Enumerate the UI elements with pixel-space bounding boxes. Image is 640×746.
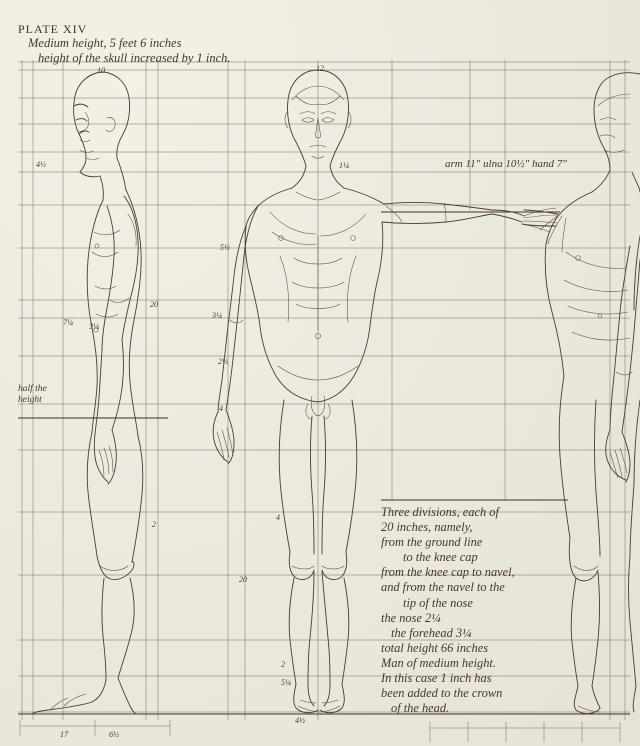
note-line: the forehead 3¼ <box>391 625 472 640</box>
measurement-side-5: 6½ <box>109 730 119 739</box>
note-line: from the knee cap to navel, <box>381 565 515 580</box>
note-line: In this case 1 inch has <box>381 671 492 686</box>
plate-caption <box>28 36 231 66</box>
measurement-side-6: 20 <box>150 300 158 309</box>
measurement-front-9: 5¼ <box>281 678 291 687</box>
measurement-front-8: 2 <box>281 660 285 669</box>
note-line: tip of the nose <box>403 595 473 610</box>
half-height-line-1: half the <box>18 384 47 394</box>
note-line: 20 inches, namely, <box>381 520 473 535</box>
measurement-side-1: 4½ <box>36 160 46 169</box>
note-line: Three divisions, each of <box>381 505 499 519</box>
measurement-side-2: 7¼ <box>63 318 73 327</box>
note-line: and from the navel to the <box>381 580 505 595</box>
figure-profile <box>32 72 143 714</box>
measurement-front-7: 4 <box>276 513 280 522</box>
measurement-front-3: 2½ <box>218 357 228 366</box>
measurement-front-5: 5½ <box>220 243 230 252</box>
measurement-front-4: 4 <box>219 404 223 413</box>
bottom-ruler <box>430 722 620 742</box>
caption-line-2: height of the skull increased by 1 inch. <box>38 51 231 65</box>
measurement-front-2: 3¼ <box>212 311 222 320</box>
note-line: of the head. <box>391 701 450 716</box>
note-line: the nose 2¼ <box>381 610 441 625</box>
proportion-note-block <box>381 505 581 716</box>
bottom-ruler-left <box>20 720 170 736</box>
caption-line-1: Medium height, 5 feet 6 inches <box>28 36 182 50</box>
half-height-note <box>18 384 47 406</box>
measurement-front-10: 4½ <box>295 716 305 725</box>
note-line: from the ground line <box>381 535 483 550</box>
measurement-side-0: 10 <box>97 66 105 75</box>
measurement-front-1: 1¼ <box>339 161 349 170</box>
note-line: total height 66 inches <box>381 640 489 655</box>
half-height-line-2: height <box>18 395 42 405</box>
note-line: to the knee cap <box>403 550 478 565</box>
plate-label: PLATE XIV <box>18 22 88 36</box>
note-line: been added to the crown <box>381 686 503 701</box>
arm-measurement-note: arm 11" ulna 10½" hand 7" <box>445 158 567 170</box>
measurement-side-7: 2 <box>152 520 156 529</box>
measurement-front-6: 20 <box>239 575 247 584</box>
note-line: Man of medium height. <box>381 655 496 670</box>
measurement-side-3: 3¼ <box>89 322 99 331</box>
measurement-side-4: 17 <box>60 730 68 739</box>
measurement-front-0: 12 <box>316 64 324 73</box>
